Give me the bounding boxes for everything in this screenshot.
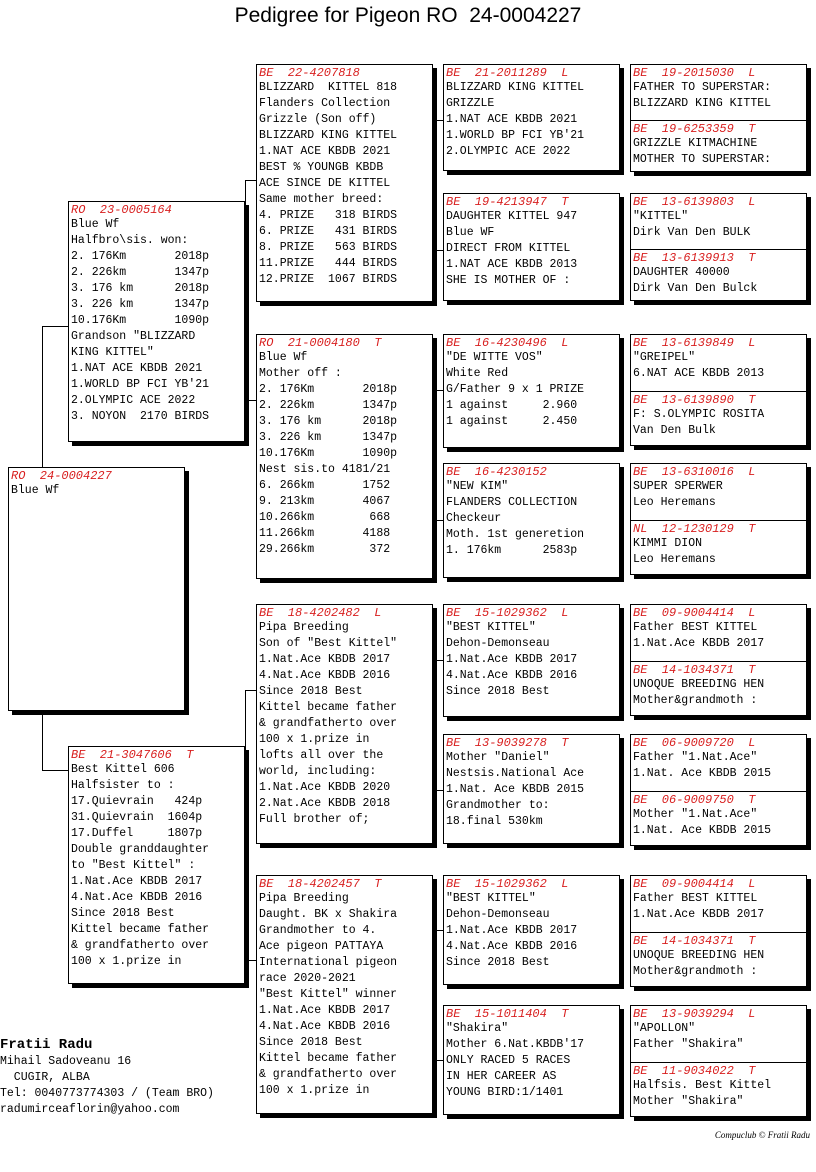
info-line: BEST % YOUNGB KBDB xyxy=(259,161,384,174)
connector xyxy=(436,390,437,520)
info-line: lofts all over the xyxy=(259,749,384,762)
info-line: Father "1.Nat.Ace" xyxy=(633,751,758,764)
ring-number: BE 15-1011404 T xyxy=(446,1007,569,1021)
pigeon-card-g4 xyxy=(631,249,806,301)
pigeon-card-g3 xyxy=(443,875,620,985)
info-line: Dirk Van Den BULK xyxy=(633,226,751,239)
info-line: 1.Nat.Ace KBDB 2017 xyxy=(259,653,391,666)
info-line: Flanders Collection xyxy=(259,97,391,110)
info-line: 100 x 1.prize in xyxy=(259,1084,370,1097)
info-line: MOTHER TO SUPERSTAR: xyxy=(633,153,772,166)
info-line: Mother&grandmoth : xyxy=(633,694,758,707)
info-line: 17.Quievrain 424p xyxy=(71,795,203,808)
pigeon-card-mother xyxy=(68,746,245,984)
info-line: "BEST KITTEL" xyxy=(446,621,536,634)
pigeon-card-g4 xyxy=(631,876,806,932)
ring-number: BE 16-4230152 xyxy=(446,465,547,479)
info-line: 4.Nat.Ace KBDB 2016 xyxy=(71,891,203,904)
info-line: Grandmother to: xyxy=(446,799,550,812)
info-line: DAUGHTER 40000 xyxy=(633,266,730,279)
info-line: Father BEST KITTEL xyxy=(633,892,758,905)
pigeon-card-g4 xyxy=(631,661,806,716)
ring-number: BE 21-2011289 L xyxy=(446,66,569,80)
info-line: 9. 213km 4067 xyxy=(259,495,391,508)
connector xyxy=(436,930,437,1060)
ring-number: BE 16-4230496 L xyxy=(446,336,569,350)
info-line: Checkeur xyxy=(446,512,502,525)
ring-number: BE 13-6310016 L xyxy=(633,465,756,479)
ring-number: BE 06-9009720 L xyxy=(633,736,756,750)
info-line: 1.NAT ACE KBDB 2013 xyxy=(446,258,578,271)
info-line: 31.Quievrain 1604p xyxy=(71,811,203,824)
info-line: 18.final 530km xyxy=(446,815,543,828)
pigeon-card-g3 xyxy=(443,1005,620,1115)
ring-number: BE 14-1034371 T xyxy=(633,663,756,677)
info-line: Grizzle (Son off) xyxy=(259,113,377,126)
info-line: 1.Nat.Ace KBDB 2017 xyxy=(446,653,578,666)
pigeon-card-g4 xyxy=(631,1006,806,1062)
ring-number: BE 18-4202457 T xyxy=(259,877,382,891)
connector xyxy=(436,660,437,790)
info-line: Leo Heremans xyxy=(633,496,716,509)
info-line: Blue Wf xyxy=(11,484,60,497)
pigeon-card-g3 xyxy=(443,734,620,844)
info-line: 1.Nat. Ace KBDB 2015 xyxy=(446,783,585,796)
info-line: Dirk Van Den Bulck xyxy=(633,282,758,295)
pigeon-card-g4 xyxy=(631,194,806,249)
info-line: DAUGHTER KITTEL 947 xyxy=(446,210,578,223)
connector xyxy=(436,120,437,250)
info-line: 2.OLYMPIC ACE 2022 xyxy=(71,394,196,407)
ring-number: BE 14-1034371 T xyxy=(633,934,756,948)
info-line: FATHER TO SUPERSTAR: xyxy=(633,81,772,94)
info-line: 2. 176Km 2018p xyxy=(71,250,210,263)
info-line: "Best Kittel" winner xyxy=(259,988,398,1001)
info-line: Since 2018 Best xyxy=(259,685,363,698)
footer-credit: Compuclub © Fratii Radu xyxy=(714,1130,810,1140)
info-line: 10.266km 668 xyxy=(259,511,391,524)
pigeon-card-g4 xyxy=(631,1062,806,1117)
ring-number: RO 24-0004227 xyxy=(11,469,112,483)
info-line: Dehon-Demonseau xyxy=(446,637,550,650)
info-line: "DE WITTE VOS" xyxy=(446,351,543,364)
pigeon-card-g4 xyxy=(631,391,806,446)
info-line: Mother "1.Nat.Ace" xyxy=(633,808,758,821)
info-line: Mother 6.Nat.KBDB'17 xyxy=(446,1038,585,1051)
info-line: 2. 226km 1347p xyxy=(71,266,210,279)
info-line: Nestsis.National Ace xyxy=(446,767,585,780)
info-line: Daught. BK x Shakira xyxy=(259,908,398,921)
info-line: ACE SINCE DE KITTEL xyxy=(259,177,391,190)
connector xyxy=(42,326,70,327)
ring-number: RO 23-0005164 xyxy=(71,203,172,217)
owner-email: radumirceaflorin@yahoo.com xyxy=(0,1103,180,1116)
info-line: G/Father 9 x 1 PRIZE xyxy=(446,383,585,396)
info-line: 2. 226km 1347p xyxy=(259,399,398,412)
info-line: Full brother of; xyxy=(259,813,370,826)
info-line: "Shakira" xyxy=(446,1022,509,1035)
info-line: 3. 176 km 2018p xyxy=(259,415,398,428)
info-line: 11.266km 4188 xyxy=(259,527,391,540)
info-line: 1.WORLD BP FCI YB'21 xyxy=(446,129,585,142)
info-line: 4.Nat.Ace KBDB 2016 xyxy=(259,669,391,682)
info-line: Same mother breed: xyxy=(259,193,384,206)
pigeon-card-g3 xyxy=(443,463,620,578)
ring-number: BE 13-9039294 L xyxy=(633,1007,756,1021)
info-line: 1.Nat.Ace KBDB 2017 xyxy=(633,908,765,921)
info-line: Father "Shakira" xyxy=(633,1038,744,1051)
info-line: YOUNG BIRD:1/1401 xyxy=(446,1086,564,1099)
pigeon-card-g4 xyxy=(631,464,806,520)
info-line: Mother&grandmoth : xyxy=(633,965,758,978)
pigeon-card-g4 xyxy=(631,335,806,391)
connector xyxy=(245,180,246,400)
pigeon-card-g3 xyxy=(443,334,620,448)
info-line: Halfsis. Best Kittel xyxy=(633,1079,772,1092)
pigeon-card-g3 xyxy=(443,193,620,301)
info-line: Since 2018 Best xyxy=(71,907,175,920)
info-line: 1 against 2.960 xyxy=(446,399,578,412)
pigeon-pair-card xyxy=(630,334,807,446)
info-line: 4.Nat.Ace KBDB 2016 xyxy=(259,1020,391,1033)
owner-city: CUGIR, ALBA xyxy=(0,1071,90,1084)
info-line: BLIZZARD KITTEL 818 xyxy=(259,81,398,94)
pigeon-card-g3 xyxy=(443,604,620,717)
info-line: race 2020-2021 xyxy=(259,972,356,985)
info-line: 1.Nat. Ace KBDB 2015 xyxy=(633,824,772,837)
info-line: 11.PRIZE 444 BIRDS xyxy=(259,257,398,270)
ring-number: BE 19-6253359 T xyxy=(633,122,756,136)
owner-address: Mihail Sadoveanu 16 xyxy=(0,1055,132,1068)
info-line: Kittel became father xyxy=(259,1052,398,1065)
info-line: 10.176Km 1090p xyxy=(71,314,210,327)
info-line: 10.176Km 1090p xyxy=(259,447,398,460)
info-line: 29.266km 372 xyxy=(259,543,391,556)
info-line: "GREIPEL" xyxy=(633,351,696,364)
info-line: "KITTEL" xyxy=(633,210,689,223)
info-line: Mother off : xyxy=(259,367,342,380)
info-line: GRIZZLE xyxy=(446,97,495,110)
info-line: Mother "Daniel" xyxy=(446,751,550,764)
owner-name: Fratii Radu xyxy=(0,1037,93,1053)
info-line: 1.Nat.Ace KBDB 2017 xyxy=(259,1004,391,1017)
connector xyxy=(42,326,43,468)
pigeon-card-g4 xyxy=(631,791,806,846)
info-line: & grandfatherto over xyxy=(71,939,210,952)
info-line: 4. PRIZE 318 BIRDS xyxy=(259,209,398,222)
ring-number: BE 06-9009750 T xyxy=(633,793,756,807)
info-line: UNOQUE BREEDING HEN xyxy=(633,678,765,691)
info-line: 17.Duffel 1807p xyxy=(71,827,203,840)
info-line: 3. 176 km 2018p xyxy=(71,282,210,295)
pigeon-pair-card xyxy=(630,64,807,172)
ring-number: BE 15-1029362 L xyxy=(446,877,569,891)
info-line: 1.Nat. Ace KBDB 2015 xyxy=(633,767,772,780)
info-line: to "Best Kittel" : xyxy=(71,859,196,872)
info-line: 1.NAT ACE KBDB 2021 xyxy=(259,145,391,158)
pigeon-card-g4 xyxy=(631,735,806,791)
info-line: Since 2018 Best xyxy=(446,956,550,969)
info-line: 1.Nat.Ace KBDB 2017 xyxy=(446,924,578,937)
info-line: International pigeon xyxy=(259,956,398,969)
ring-number: BE 11-9034022 T xyxy=(633,1064,756,1078)
info-line: 1.Nat.Ace KBDB 2017 xyxy=(633,637,765,650)
ring-number: BE 19-2015030 L xyxy=(633,66,756,80)
info-line: Grandmother to 4. xyxy=(259,924,377,937)
info-line: 2. 176Km 2018p xyxy=(259,383,398,396)
info-line: 6. PRIZE 431 BIRDS xyxy=(259,225,398,238)
info-line: BLIZZARD KING KITTEL xyxy=(446,81,585,94)
info-line: IN HER CAREER AS xyxy=(446,1070,557,1083)
ring-number: BE 13-6139890 T xyxy=(633,393,756,407)
info-line: Kittel became father xyxy=(259,701,398,714)
connector xyxy=(42,710,43,770)
info-line: 3. NOYON 2170 BIRDS xyxy=(71,410,210,423)
info-line: 1.Nat.Ace KBDB 2020 xyxy=(259,781,391,794)
info-line: 2.OLYMPIC ACE 2022 xyxy=(446,145,571,158)
info-line: 1.NAT ACE KBDB 2021 xyxy=(446,113,578,126)
info-line: BLIZZARD KING KITTEL xyxy=(259,129,398,142)
info-line: 1.NAT ACE KBDB 2021 xyxy=(71,362,203,375)
ring-number: BE 13-6139803 L xyxy=(633,195,756,209)
pigeon-pair-card xyxy=(630,875,807,987)
info-line: Leo Heremans xyxy=(633,553,716,566)
pigeon-card-g4 xyxy=(631,65,806,120)
ring-number: BE 09-9004414 L xyxy=(633,606,756,620)
pigeon-card-g4 xyxy=(631,120,806,172)
info-line: Since 2018 Best xyxy=(446,685,550,698)
pigeon-pair-card xyxy=(630,734,807,846)
info-line: & grandfatherto over xyxy=(259,717,398,730)
info-line: 6. 266km 1752 xyxy=(259,479,391,492)
owner-phone: Tel: 0040773774303 / (Team BRO) xyxy=(0,1087,214,1100)
info-line: SHE IS MOTHER OF : xyxy=(446,274,571,287)
pigeon-card-father xyxy=(68,201,245,442)
connector xyxy=(245,690,246,960)
info-line: 8. PRIZE 563 BIRDS xyxy=(259,241,398,254)
info-line: Van Den Bulk xyxy=(633,424,716,437)
pigeon-card-fm xyxy=(256,334,433,579)
ring-number: BE 15-1029362 L xyxy=(446,606,569,620)
pigeon-pair-card xyxy=(630,193,807,301)
ring-number: BE 13-9039278 T xyxy=(446,736,569,750)
info-line: 6.NAT ACE KBDB 2013 xyxy=(633,367,765,380)
info-line: Halfsister to : xyxy=(71,779,175,792)
info-line: Double granddaughter xyxy=(71,843,210,856)
info-line: "BEST KITTEL" xyxy=(446,892,536,905)
info-line: Moth. 1st generetion xyxy=(446,528,585,541)
info-line: Father BEST KITTEL xyxy=(633,621,758,634)
pigeon-card-ff xyxy=(256,64,433,302)
pigeon-pair-card xyxy=(630,604,807,716)
ring-number: RO 21-0004180 T xyxy=(259,336,382,350)
ring-number: BE 13-6139849 L xyxy=(633,336,756,350)
info-line: Since 2018 Best xyxy=(259,1036,363,1049)
info-line: Kittel became father xyxy=(71,923,210,936)
info-line: Pipa Breeding xyxy=(259,892,349,905)
info-line: & grandfatherto over xyxy=(259,1068,398,1081)
info-line: UNOQUE BREEDING HEN xyxy=(633,949,765,962)
info-line: world, including: xyxy=(259,765,377,778)
info-line: 100 x 1.prize in xyxy=(71,955,182,968)
info-line: Halfbro\sis. won: xyxy=(71,234,189,247)
info-line: Best Kittel 606 xyxy=(71,763,175,776)
info-line: Son of "Best Kittel" xyxy=(259,637,398,650)
info-line: Ace pigeon PATTAYA xyxy=(259,940,384,953)
ring-number: BE 21-3047606 T xyxy=(71,748,194,762)
owner-info xyxy=(0,1036,214,1118)
pigeon-card-g4 xyxy=(631,520,806,575)
ring-number: BE 09-9004414 L xyxy=(633,877,756,891)
info-line: 3. 226 km 1347p xyxy=(71,298,210,311)
ring-number: BE 19-4213947 T xyxy=(446,195,569,209)
info-line: Dehon-Demonseau xyxy=(446,908,550,921)
info-line: GRIZZLE KITMACHINE xyxy=(633,137,758,150)
info-line: Blue Wf xyxy=(259,351,308,364)
info-line: Blue Wf xyxy=(71,218,120,231)
ring-number: BE 18-4202482 L xyxy=(259,606,382,620)
info-line: Grandson "BLIZZARD xyxy=(71,330,196,343)
info-line: 12.PRIZE 1067 BIRDS xyxy=(259,273,398,286)
ring-number: BE 13-6139913 T xyxy=(633,251,756,265)
info-line: 3. 226 km 1347p xyxy=(259,431,398,444)
info-line: 1.WORLD BP FCI YB'21 xyxy=(71,378,210,391)
pigeon-card-g4 xyxy=(631,605,806,661)
pigeon-card-mf xyxy=(256,604,433,844)
info-line: White Red xyxy=(446,367,509,380)
info-line: 4.Nat.Ace KBDB 2016 xyxy=(446,940,578,953)
pigeon-pair-card xyxy=(630,1005,807,1117)
info-line: FLANDERS COLLECTION xyxy=(446,496,578,509)
info-line: Mother "Shakira" xyxy=(633,1095,744,1108)
pigeon-card-g4 xyxy=(631,932,806,987)
info-line: Pipa Breeding xyxy=(259,621,349,634)
info-line: Blue WF xyxy=(446,226,495,239)
info-line: Nest sis.to 4181/21 xyxy=(259,463,391,476)
info-line: "APOLLON" xyxy=(633,1022,696,1035)
info-line: DIRECT FROM KITTEL xyxy=(446,242,571,255)
info-line: KING KITTEL" xyxy=(71,346,154,359)
info-line: KIMMI DION xyxy=(633,537,703,550)
info-line: F: S.OLYMPIC ROSITA xyxy=(633,408,765,421)
info-line: "NEW KIM" xyxy=(446,480,509,493)
page-title: Pedigree for Pigeon RO 24-0004227 xyxy=(234,4,582,27)
info-line: SUPER SPERWER xyxy=(633,480,723,493)
pigeon-card-mm xyxy=(256,875,433,1114)
info-line: 1 against 2.450 xyxy=(446,415,578,428)
info-line: 1.Nat.Ace KBDB 2017 xyxy=(71,875,203,888)
ring-number: NL 12-1230129 T xyxy=(633,522,756,536)
pigeon-card-g3 xyxy=(443,64,620,171)
ring-number: BE 22-4207818 xyxy=(259,66,360,80)
info-line: ONLY RACED 5 RACES xyxy=(446,1054,571,1067)
info-line: 4.Nat.Ace KBDB 2016 xyxy=(446,669,578,682)
pigeon-pair-card xyxy=(630,463,807,575)
info-line: BLIZZARD KING KITTEL xyxy=(633,97,772,110)
info-line: 1. 176km 2583p xyxy=(446,544,578,557)
info-line: 2.Nat.Ace KBDB 2018 xyxy=(259,797,391,810)
connector xyxy=(42,770,70,771)
pigeon-card-subject xyxy=(8,467,185,711)
info-line: 100 x 1.prize in xyxy=(259,733,370,746)
